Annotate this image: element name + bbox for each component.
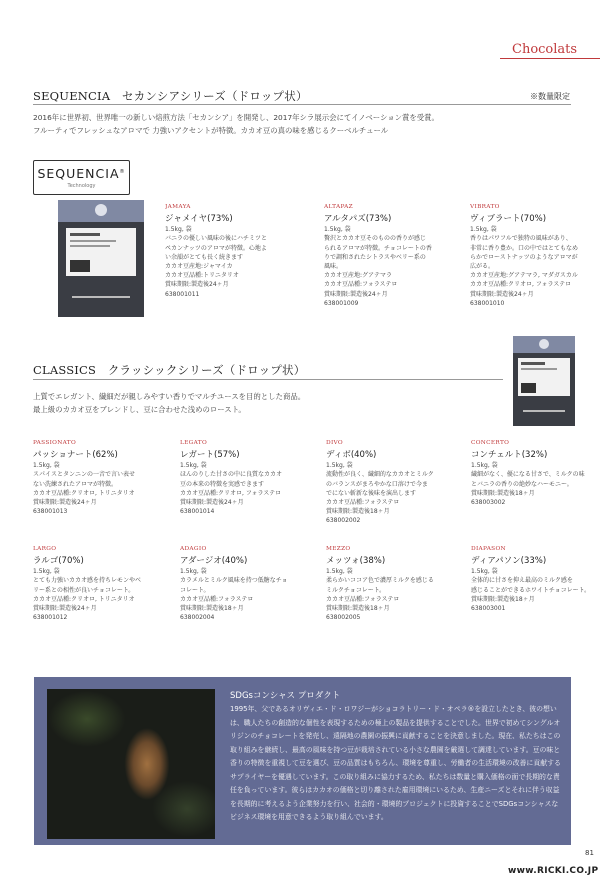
cacao-pod-photo (47, 689, 215, 839)
product-diapason: DIAPASON ディアパソン(33%) 1.5kg, 袋 全体的に甘さを抑え最高のミルク感を 感じることができるホワイトチョコレート。 賞味期限:製造後18ヶ月 638003001 (471, 546, 591, 613)
sequencia-logo (33, 160, 130, 195)
sdgs-title: SDGsコンシャス プロダクト (230, 691, 341, 701)
logo-wordmark: SEQUENCIA® (37, 166, 126, 181)
classics-rule (33, 379, 503, 380)
product-passionato: PASSIONATO パッショナート(62%) 1.5kg, 袋 スパイスとタンニンの一音で言い表せ ない洗練されたアロマが特徴。 カカオ豆品種:クリオロ, トリニタリオ 賞味期限:製造後24ヶ月 638001013 (33, 440, 135, 516)
classics-title: CLASSICS クラッシックシリーズ（ドロップ状） (33, 363, 306, 377)
chapter-title: Chocolats (512, 42, 578, 57)
website-url: www.RICKI.CO.JP (508, 866, 599, 876)
product-adagio: ADAGIO アダージオ(40%) 1.5kg, 袋 カラメルとミルク風味を持つ低糖なチョ コレート。 カカオ豆品種:フォラステロ 賞味期限:製造後18ヶ月 638002004 (180, 546, 288, 622)
sequencia-bag-image (58, 200, 144, 317)
sequencia-intro (33, 112, 573, 137)
limited-note: ※数量限定 (530, 92, 570, 101)
product-concerto: CONCERTO コンチェルト(32%) 1.5kg, 袋 繊細がなく、優になる甘さで、ミルクの味 とバニラの香りの絶妙なハーモニー。 賞味期限:製造後18ヶ月 638003002 (471, 440, 585, 507)
sequencia-title: SEQUENCIA セカンシアシリーズ（ドロップ状） (33, 89, 308, 103)
classics-intro-line: 上質でエレガント、繊細だが親しみやすい香りでマルチユースを目的とした商品。 (33, 392, 306, 401)
product-altapaz: ALTAPAZ アルタパズ(73%) 1.5kg, 袋 贅沢とカカオ豆そのものの香りが感じ られるアロマが特徴。チョコレートの香 りで調和されたシトラスやベリー系の 風味。 カカオ豆産地:グアテマラ カカオ豆品種:フォラステロ 賞味期限:製造後24ヶ月 638001009 (324, 204, 432, 307)
product-legato: LEGATO レガート(57%) 1.5kg, 袋 ほんのりした甘さの中に良質なカカオ 豆の本来の特徴を実感できます カカオ豆品種:クリオロ, フォラステロ 賞味期限:製造後24ヶ月 638001014 (180, 440, 283, 516)
sequencia-intro-line: フルーティでフレッシュなアロマで 力強いアクセントが特徴。カカオ豆の真の味を感じるクーベルチュール (33, 125, 389, 135)
sequencia-intro-line: 2016年に世界初、世界唯一の新しい焙煎方法「セカンシア」を開発し、2017年シラ展示会にてイノベーション賞を受賞。 (33, 113, 439, 122)
logo-subtitle: Technology (67, 183, 96, 189)
product-largo: LARGO ラルゴ(70%) 1.5kg, 袋 とても力強いカカオ感を持ちレモンやベ リー系との相性が良いチョコレート。 カカオ豆品種:クリオロ, トリニタリオ 賞味期限:製造後24ヶ月 638001012 (33, 546, 142, 622)
product-divo: DIVO ディボ(40%) 1.5kg, 袋 流動性が良く、繊細的なカカオとミルク のバランスがまろやかな口溶けで今ま でにない斬新な後味を演出します カカオ豆品種:フォラステロ 賞味期限:製造後18ヶ月 638002002 (326, 440, 434, 525)
classics-intro-line: 最上級のカカオ豆をブレンドし、豆に合わせた浅めのロースト。 (33, 404, 246, 414)
sequencia-rule (33, 104, 571, 105)
classics-intro (33, 391, 513, 416)
product-vibrato: VIBRATO ヴィブラート(70%) 1.5kg, 袋 香りはパワフルで独特の風味があり、 非常に香り豊か。口の中ではとてもなめ らかでローストナッツのようなアロマが 広がる。 カカオ豆産地:グアテマラ, マダガスカル カカオ豆品種:クリオロ, フォラステロ 賞味期限:製造後24ヶ月 638001010 (470, 204, 579, 307)
page-number: 81 (585, 849, 594, 857)
product-jamaya: JAMAYA ジャメイヤ(73%) 1.5kg, 袋 バニラの優しい風味の後にハチミツと ペカンナッツのアロマが特徴。心地よ い余韻がとても長く続きます カカオ豆産地:ジャマイカ カカオ豆品種:トリニタリオ 賞味期限:製造後24ヶ月 638001011 (165, 204, 268, 298)
chapter-rule (500, 58, 600, 59)
sdgs-body: 1995年、父であるオリヴィエ・ド・ロワジーがショコラトリー・ド・オペラ®を設立したとき、彼の想いは、職人たちの創造的な個性を表現するための極上の製品を提供することでした。世界で初めてシングルオリジンのチョコレートを発売し、遠隔地の農園の振興に貢献することを決意しました。現在、私たちはこの取り組みを継続し、最高の風味を持つ豆が栽培されている小さな農園を厳選して調達しています。豆の味と香りの特徴を重視して豆を選び、豆の品質はもちろん、環境を尊重し、労働者の生活環境の改善に貢献するサプライヤーを優遇しています。この取り組みに協力するため、私たちは数量と購入価格の面で長期的な責任を負っています。彼らはカカオの価格と切り離された雇用環境にいるため、生産ニーズとそれに伴う収益を長期的に考えるよう企業努力を行い、社会的・環境的プロジェクトに投資することでSDGsコンシャスなビジネス環境を用意できるよう取り組んでいます。 (230, 705, 561, 821)
product-mezzo: MEZZO メッツォ(38%) 1.5kg, 袋 柔らかいココア色で濃厚ミルクを感じる ミルクチョコレート。 カカオ豆品種:フォラステロ 賞味期限:製造後18ヶ月 638002005 (326, 546, 434, 622)
classics-bag-image (513, 336, 575, 426)
